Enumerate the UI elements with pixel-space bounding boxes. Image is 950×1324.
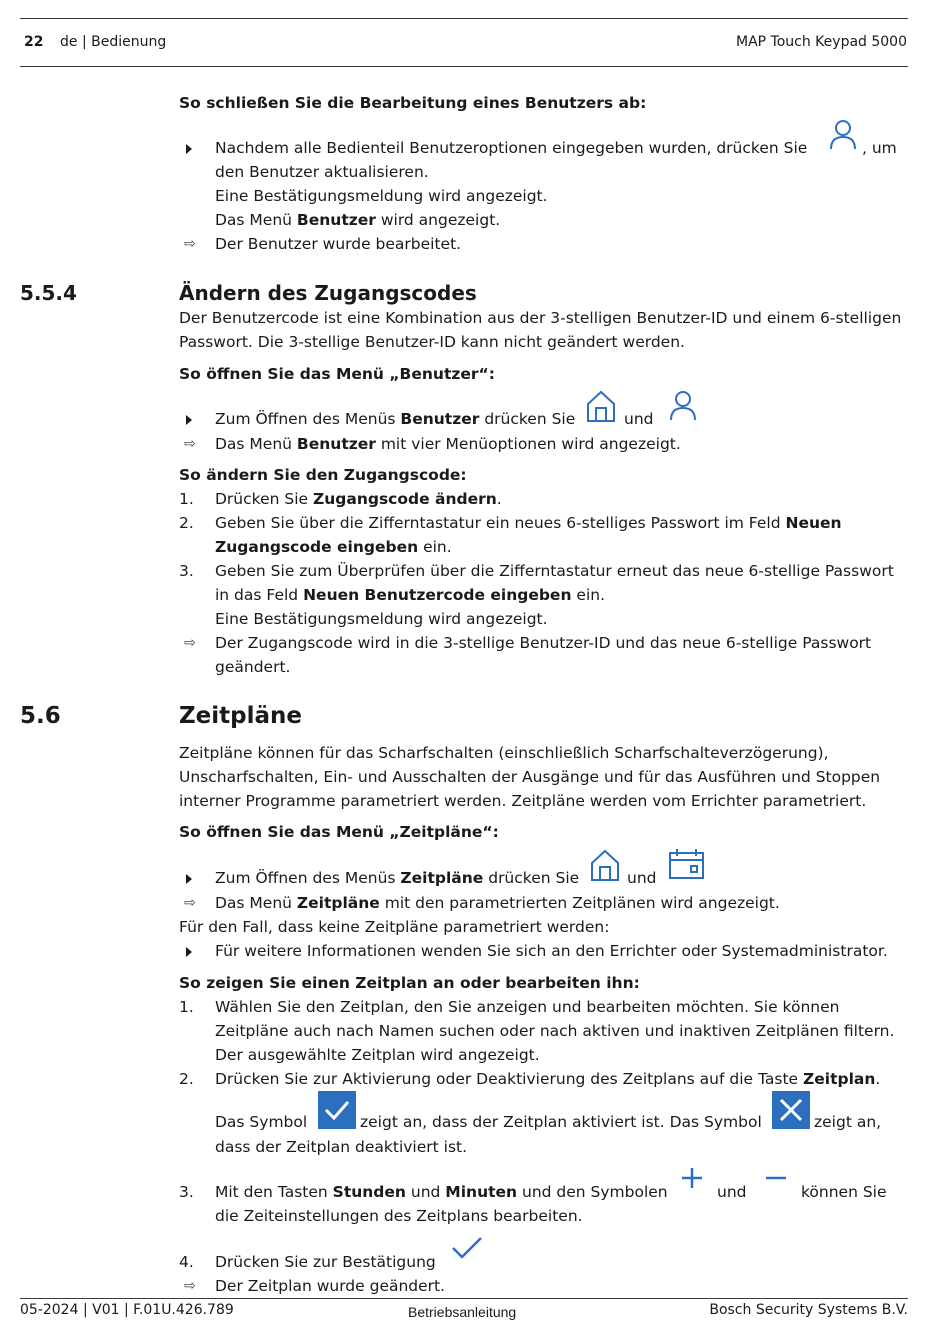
finish-edit-result: Der Benutzer wurde bearbeitet. [215, 235, 462, 253]
open-user-menu-and: und [624, 410, 654, 428]
home-icon [585, 389, 617, 423]
view-step3-line1: Mit den Tasten Stunden und Minuten und den Symbolen [215, 1183, 668, 1201]
section-554-intro2: Passwort. Die 3-stellige Benutzer-ID kann nicht geändert werden. [179, 333, 685, 351]
result-arrow-icon: ⇨ [184, 635, 196, 651]
section-56-intro2: Unscharfschalten, Ein- und Ausschalten der Ausgänge und für das Ausführen und Stoppen [179, 768, 881, 786]
finish-edit-step-line2: den Benutzer aktualisieren. [215, 163, 429, 181]
view-schedule-result: Der Zeitplan wurde geändert. [215, 1277, 446, 1295]
change-code-step3-info: Eine Bestätigungsmeldung wird angezeigt. [215, 610, 548, 628]
view-step1-line1: Wählen Sie den Zeitplan, den Sie anzeigen und bearbeiten möchten. Sie können [215, 998, 840, 1016]
step-number: 2. [179, 514, 194, 532]
user-icon [668, 390, 698, 422]
checkmark-icon [451, 1236, 483, 1260]
plus-icon [680, 1166, 704, 1190]
header-bottom-rule [20, 66, 908, 67]
minus-icon [764, 1166, 788, 1190]
view-step2-line3: dass der Zeitplan deaktiviert ist. [215, 1138, 468, 1156]
change-code-heading: So ändern Sie den Zugangscode: [179, 466, 467, 484]
header-section: de | Bedienung [60, 34, 167, 50]
bullet-triangle-icon [183, 137, 197, 154]
step-number: 1. [179, 998, 194, 1016]
result-arrow-icon: ⇨ [184, 895, 196, 911]
footer-version: 05-2024 | V01 | F.01U.426.789 [20, 1302, 234, 1318]
change-code-step3-line1: Geben Sie zum Überprüfen über die Zifferntastatur erneut das neue 6-stellige Passwort [215, 562, 894, 580]
open-schedules-result: Das Menü Zeitpläne mit den parametrierten Zeitplänen wird angezeigt. [215, 894, 780, 912]
finish-edit-step-end: , um [862, 139, 897, 157]
change-code-step3-line2: in das Feld Neuen Benutzercode eingeben ein. [215, 586, 606, 604]
step-number: 1. [179, 490, 194, 508]
view-step2-sym1-label: Das Symbol [215, 1113, 308, 1131]
step-number: 2. [179, 1070, 194, 1088]
section-56-title: Zeitpläne [179, 703, 302, 729]
step-number: 3. [179, 1183, 194, 1201]
view-step2-line1: Drücken Sie zur Aktivierung oder Deaktivierung des Zeitplans auf die Taste Zeitplan. [215, 1070, 881, 1088]
user-icon [828, 118, 858, 152]
bullet-triangle-icon [183, 408, 197, 425]
result-arrow-icon: ⇨ [184, 436, 196, 452]
open-schedules-step: Zum Öffnen des Menüs Zeitpläne drücken Sie [215, 869, 580, 887]
check-box-icon [318, 1091, 356, 1129]
open-user-menu-result: Das Menü Benutzer mit vier Menüoptionen wird angezeigt. [215, 435, 681, 453]
view-step2-sym1-text: zeigt an, dass der Zeitplan aktiviert ist. Das Symbol [360, 1113, 762, 1131]
open-schedules-and: und [627, 869, 657, 887]
finish-edit-info1: Eine Bestätigungsmeldung wird angezeigt. [215, 187, 548, 205]
change-code-step1: Drücken Sie Zugangscode ändern. [215, 490, 502, 508]
open-schedules-heading: So öffnen Sie das Menü „Zeitpläne“: [179, 823, 499, 841]
page-number: 22 [24, 34, 44, 50]
view-step3-and: und [717, 1183, 747, 1201]
section-554-intro1: Der Benutzercode ist eine Kombination aus der 3-stelligen Benutzer-ID und einem 6-stelligen [179, 309, 902, 327]
view-step1-line3: Der ausgewählte Zeitplan wird angezeigt. [215, 1046, 540, 1064]
section-56-intro3: interner Programme parametriert werden. Zeitpläne werden vom Errichter parametriert. [179, 792, 867, 810]
result-arrow-icon: ⇨ [184, 236, 196, 252]
section-56-number: 5.6 [20, 703, 61, 729]
result-arrow-icon: ⇨ [184, 1278, 196, 1294]
no-schedules-step: Für weitere Informationen wenden Sie sich an den Errichter oder Systemadministrator. [215, 942, 888, 960]
x-box-icon [772, 1091, 810, 1129]
view-step2-sym2-text: zeigt an, [814, 1113, 882, 1131]
finish-edit-heading: So schließen Sie die Bearbeitung eines Benutzers ab: [179, 94, 647, 112]
home-icon [589, 848, 621, 882]
section-56-intro1: Zeitpläne können für das Scharfschalten (einschließlich Scharfschalteverzögerung), [179, 744, 829, 762]
change-code-step2-line1: Geben Sie über die Zifferntastatur ein neues 6-stelliges Passwort im Feld Neuen [215, 514, 842, 532]
bullet-triangle-icon [183, 940, 197, 957]
no-schedules-text: Für den Fall, dass keine Zeitpläne parametriert werden: [179, 918, 610, 936]
change-code-result1: Der Zugangscode wird in die 3-stellige Benutzer-ID und das neue 6-stellige Passwort [215, 634, 872, 652]
step-number: 3. [179, 562, 194, 580]
view-step4: Drücken Sie zur Bestätigung [215, 1253, 436, 1271]
section-554-title: Ändern des Zugangscodes [179, 281, 477, 305]
footer-doc-type: Betriebsanleitung [408, 1304, 517, 1320]
footer-company: Bosch Security Systems B.V. [709, 1302, 908, 1318]
view-step3-line2: die Zeiteinstellungen des Zeitplans bearbeiten. [215, 1207, 583, 1225]
open-user-menu-step: Zum Öffnen des Menüs Benutzer drücken Sie [215, 410, 576, 428]
footer-rule [20, 1298, 908, 1299]
header-top-rule [20, 18, 908, 19]
bullet-triangle-icon [183, 867, 197, 884]
view-step3-end: können Sie [801, 1183, 887, 1201]
open-user-menu-heading: So öffnen Sie das Menü „Benutzer“: [179, 365, 495, 383]
section-554-number: 5.5.4 [20, 281, 77, 305]
view-step1-line2: Zeitpläne auch nach Namen suchen oder nach aktiven und inaktiven Zeitplänen filtern. [215, 1022, 895, 1040]
finish-edit-step-line1: Nachdem alle Bedienteil Benutzeroptionen eingegeben wurden, drücken Sie [215, 139, 808, 157]
header-product: MAP Touch Keypad 5000 [736, 34, 907, 50]
view-schedule-heading: So zeigen Sie einen Zeitplan an oder bearbeiten ihn: [179, 974, 640, 992]
step-number: 4. [179, 1253, 194, 1271]
calendar-icon [668, 848, 706, 880]
change-code-step2-line2: Zugangscode eingeben ein. [215, 538, 452, 556]
finish-edit-info2: Das Menü Benutzer wird angezeigt. [215, 211, 501, 229]
change-code-result2: geändert. [215, 658, 291, 676]
